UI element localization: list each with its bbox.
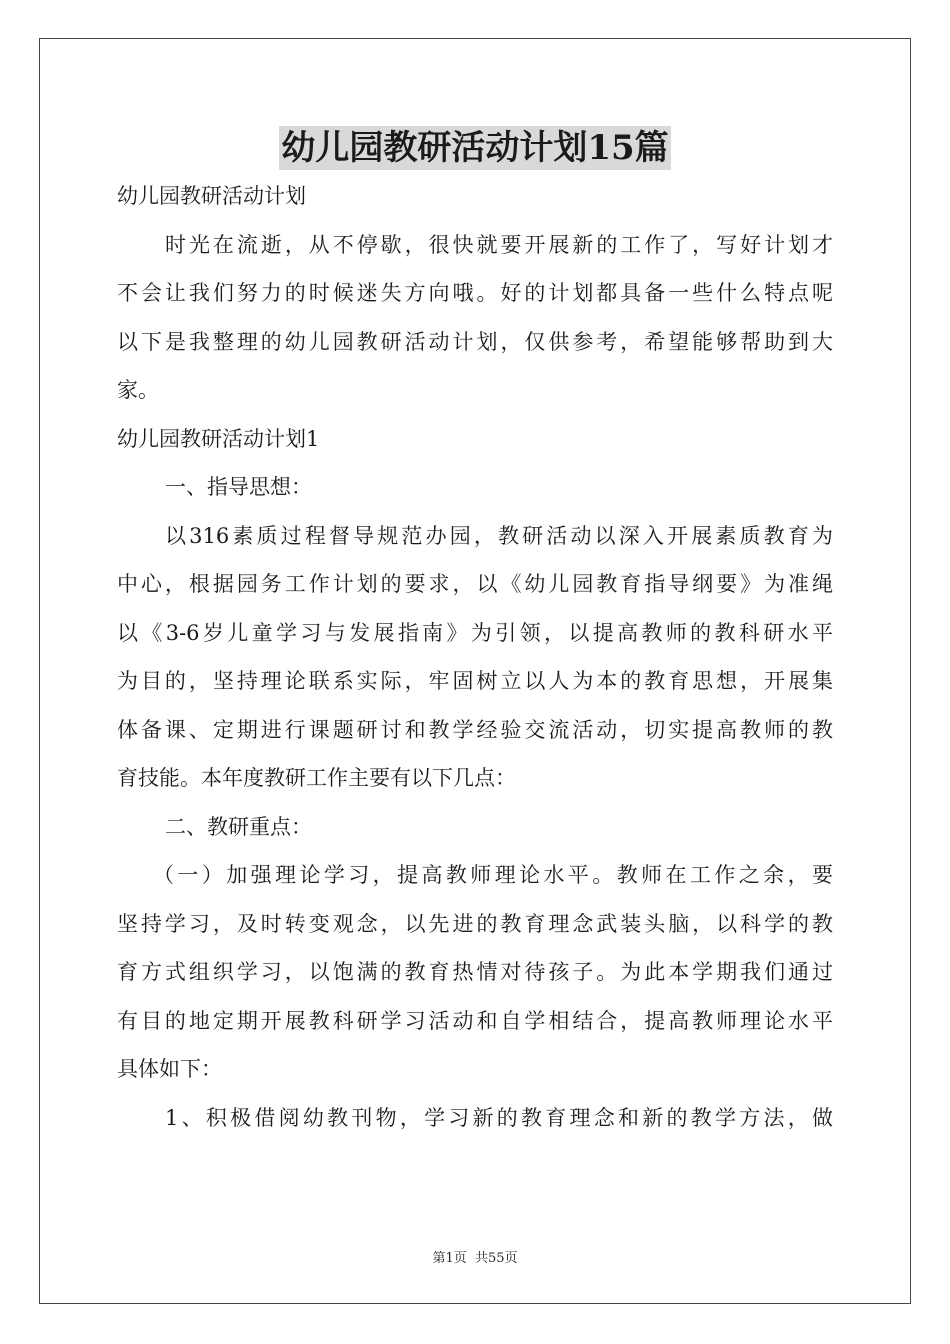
- page-footer: [0, 1247, 950, 1266]
- paragraph-line: 体备课、定期进行课题研讨和教学经验交流活动，切实提高教师的教: [117, 717, 833, 742]
- paragraph-line: 育方式组织学习，以饱满的教育热情对待孩子。为此本学期我们通过: [117, 960, 833, 984]
- paragraph-line: 中心，根据园务工作计划的要求，以《幼儿园教育指导纲要》为准绳: [117, 572, 833, 596]
- paragraph-line: 一、指导思想：: [165, 475, 312, 499]
- paragraph-line: 幼儿园教研活动计划1: [117, 426, 320, 451]
- title-container: [0, 126, 950, 170]
- paragraph-line: 坚持学习，及时转变观念，以先进的教育理念武装头脑，以科学的教: [117, 911, 833, 936]
- paragraph-line: 1、积极借阅幼教刊物，学习新的教育理念和新的教学方法，做: [165, 1105, 833, 1130]
- paragraph-line: 幼儿园教研活动计划: [117, 184, 306, 208]
- paragraph-line: 时光在流逝，从不停歇，很快就要开展新的工作了，写好计划才: [165, 232, 833, 257]
- document-body: [117, 172, 833, 1142]
- paragraph-line: 有目的地定期开展教科研学习活动和自学相结合，提高教师理论水平: [117, 1008, 833, 1033]
- paragraph-line: 不会让我们努力的时候迷失方向哦。好的计划都具备一些什么特点呢: [117, 281, 833, 305]
- paragraph-line: 以《3-6岁儿童学习与发展指南》为引领，以提高教师的教科研水平: [117, 620, 833, 645]
- paragraph-line: 具体如下：: [117, 1057, 222, 1081]
- paragraph-line: 以下是我整理的幼儿园教研活动计划，仅供参考，希望能够帮助到大: [117, 329, 833, 354]
- paragraph-line: 育技能。本年度教研工作主要有以下几点：: [117, 766, 516, 790]
- paragraph-line: 家。: [117, 378, 159, 402]
- page-number: 第1页: [432, 1251, 467, 1266]
- document-title: 幼儿园教研活动计划15篇: [281, 128, 669, 168]
- paragraph-line: （一）加强理论学习，提高教师理论水平。教师在工作之余，要: [153, 863, 833, 887]
- page-total: 共55页: [474, 1251, 518, 1266]
- paragraph-line: 为目的，坚持理论联系实际，牢固树立以人为本的教育思想，开展集: [117, 669, 833, 693]
- paragraph-line: 二、教研重点：: [165, 814, 312, 839]
- paragraph-line: 以316素质过程督导规范办园，教研活动以深入开展素质教育为: [165, 523, 833, 548]
